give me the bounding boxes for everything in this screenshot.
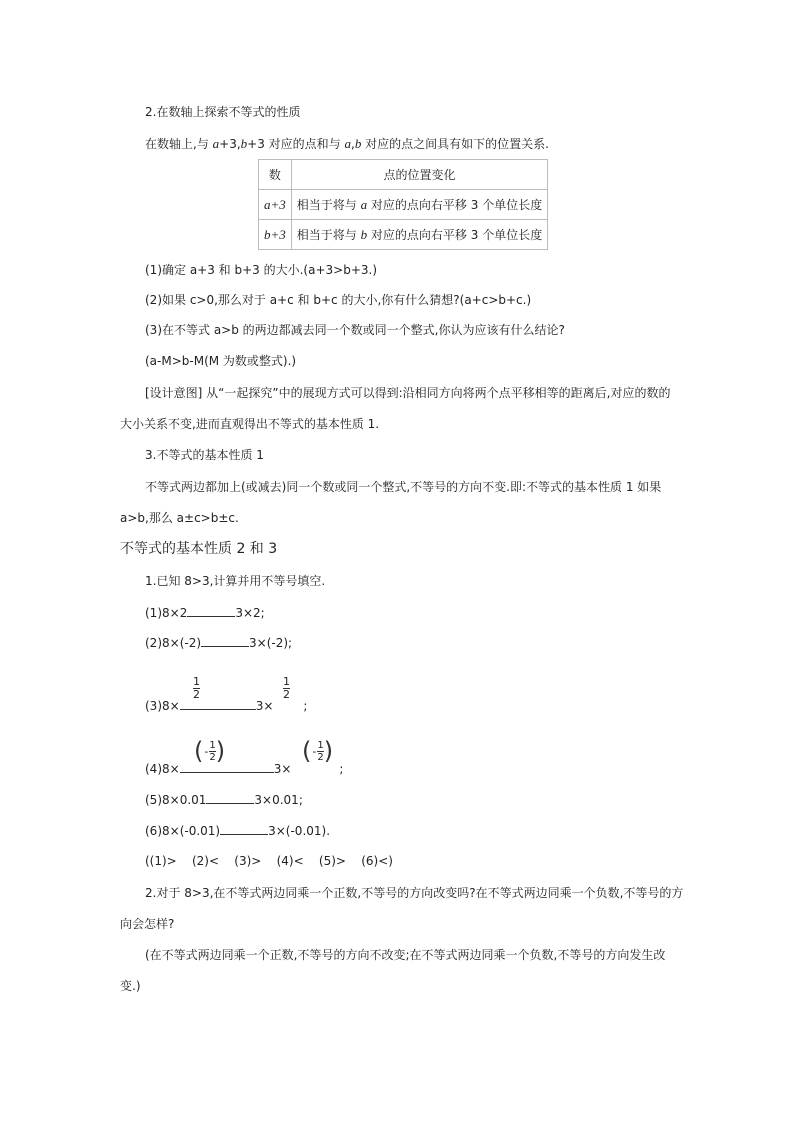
design-intent-line-1: [设计意图] 从“一起探究”中的展现方式可以得到:沿相同方向将两个点平移相等的距离后,对应的数的 [145, 386, 671, 400]
table-row [259, 190, 548, 220]
table-header-cell: 点的位置变化 [291, 160, 547, 190]
answer-blank[interactable] [180, 697, 256, 710]
answer-blank[interactable] [206, 791, 254, 804]
exercise-2-answer-line-2: 变.) [120, 979, 141, 993]
exercise-item-4: (4)8× 3× ; [145, 762, 344, 776]
property-1-line-2: a>b,那么 a±c>b±c. [120, 511, 239, 525]
answer-blank[interactable] [201, 634, 249, 647]
question-1: (1)确定 a+3 和 b+3 的大小.(a+3>b+3.) [145, 263, 378, 277]
table-cell-description: 相当于将与 a 对应的点向右平移 3 个单位长度 [291, 190, 547, 220]
exercise-1-answers: ((1)> (2)< (3)> (4)< (5)> (6)<) [145, 854, 393, 868]
table-cell-description: 相当于将与 b 对应的点向右平移 3 个单位长度 [291, 220, 547, 250]
answer-blank[interactable] [187, 604, 235, 617]
exercise-2-line-2: 向会怎样? [120, 917, 175, 931]
table-cell-number: a+3 [259, 190, 292, 220]
property-1-line-1: 不等式两边都加上(或减去)同一个数或同一个整式,不等号的方向不变.即:不等式的基本性质 1 如果 [145, 480, 662, 494]
table-cell-number: b+3 [259, 220, 292, 250]
exercise-2-answer-line-1: (在不等式两边同乘一个正数,不等号的方向不改变;在不等式两边同乘一个负数,不等号的方向发生改 [145, 948, 666, 962]
exercise-item-5: (5)8×0.01 3×0.01; [145, 793, 303, 807]
table-header-cell: 数 [259, 160, 292, 190]
question-3-answer: (a-M>b-M(M 为数或整式).) [145, 354, 297, 368]
question-3: (3)在不等式 a>b 的两边都减去同一个数或同一个整式,你认为应该有什么结论? [145, 323, 565, 337]
exercise-item-1: (1)8×2 3×2; [145, 606, 265, 620]
fraction-negative-one-half: ( - 1 2 ) [194, 737, 226, 765]
section-2-intro: 在数轴上,与 a+3,b+3 对应的点和与 a,b 对应的点之间具有如下的位置关系. [145, 136, 549, 151]
section-2-title: 2.在数轴上探索不等式的性质 [145, 105, 301, 119]
table-row [259, 220, 548, 250]
exercise-1-title: 1.已知 8>3,计算并用不等号填空. [145, 574, 326, 588]
fraction-negative-one-half: ( - 1 2 ) [302, 737, 334, 765]
exercise-item-3: (3)8× 3× ; [145, 699, 308, 713]
fraction-one-half: 1 2 [283, 675, 290, 701]
answer-blank[interactable] [220, 822, 268, 835]
table-header-row [259, 160, 548, 190]
exercise-item-2: (2)8×(-2) 3×(-2); [145, 636, 293, 650]
position-table [258, 159, 548, 250]
exercise-2-line-1: 2.对于 8>3,在不等式两边同乘一个正数,不等号的方向改变吗?在不等式两边同乘一个负数,不等号的方 [145, 886, 684, 900]
fraction-one-half: 1 2 [193, 675, 200, 701]
section-3-title: 3.不等式的基本性质 1 [145, 448, 264, 462]
question-2: (2)如果 c>0,那么对于 a+c 和 b+c 的大小,你有什么猜想?(a+c>b+c.) [145, 293, 532, 307]
design-intent-line-2: 大小关系不变,进而直观得出不等式的基本性质 1. [120, 417, 380, 431]
exercise-item-6: (6)8×(-0.01) 3×(-0.01). [145, 824, 331, 838]
section-heading-properties-2-3: 不等式的基本性质 2 和 3 [120, 541, 278, 557]
